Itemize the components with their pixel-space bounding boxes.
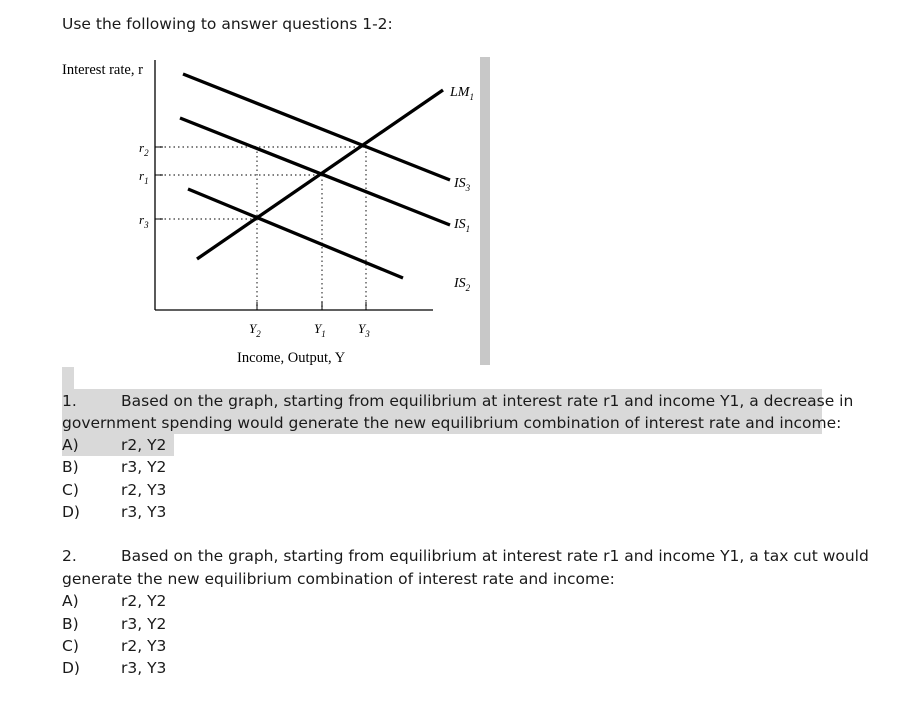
q1-option-c (0, 479, 300, 501)
y2-label: $Y_2$ (249, 321, 261, 339)
q2-option-c (0, 635, 300, 657)
r2-label: $r_2$ (139, 140, 149, 158)
q1-option-a (0, 434, 300, 456)
q2-option-b (0, 613, 300, 635)
r1-label: $r_1$ (139, 168, 149, 186)
is2-label: $IS_2$ (454, 276, 471, 293)
q1-option-b (0, 456, 300, 478)
is2-curve (188, 189, 403, 278)
option-value: r2, Y3 (121, 637, 167, 655)
question-1-line1: Based on the graph, starting from equilibrium at interest rate r1 and income Y1, a decrease in (121, 392, 854, 410)
option-value: r2, Y2 (121, 592, 167, 610)
intro-text: Use the following to answer questions 1-2: (62, 15, 393, 33)
is3-curve (183, 74, 450, 180)
q2-option-a (0, 590, 300, 612)
is-lm-graph (55, 55, 495, 370)
x-axis-label: Income, Output, Y (237, 350, 346, 366)
question-1-number: 1. (62, 392, 77, 410)
lm1-label: $LM_1$ (450, 85, 474, 102)
question-2-number: 2. (62, 547, 77, 565)
option-letter: C) (62, 481, 79, 499)
option-value: r3, Y3 (121, 503, 167, 521)
option-letter: D) (62, 659, 80, 677)
y-axis-label: Interest rate, r (62, 62, 143, 78)
y3-label: $Y_3$ (358, 321, 370, 339)
question-1-line2: government spending would generate the new equilibrium combination of interest rate and income: (62, 414, 842, 432)
is3-label: $IS_3$ (454, 176, 471, 193)
question-2-line1: Based on the graph, starting from equilibrium at interest rate r1 and income Y1, a tax cut would (121, 547, 869, 565)
graph-svg (55, 55, 495, 370)
option-value: r2, Y2 (121, 436, 167, 454)
lm1-curve (197, 90, 443, 259)
selection-bar (480, 57, 490, 365)
option-value: r2, Y3 (121, 481, 167, 499)
selection-marker (62, 367, 74, 390)
q1-option-d (0, 501, 300, 523)
option-letter: B) (62, 458, 79, 476)
option-letter: D) (62, 503, 80, 521)
option-letter: A) (62, 592, 79, 610)
question-2-line2: generate the new equilibrium combination of interest rate and income: (62, 570, 615, 588)
option-letter: A) (62, 436, 79, 454)
q2-option-d (0, 657, 300, 679)
option-value: r3, Y2 (121, 458, 167, 476)
option-letter: B) (62, 615, 79, 633)
option-value: r3, Y3 (121, 659, 167, 677)
is1-label: $IS_1$ (454, 217, 471, 234)
y1-label: $Y_1$ (314, 321, 326, 339)
option-value: r3, Y2 (121, 615, 167, 633)
option-letter: C) (62, 637, 79, 655)
is1-curve (180, 118, 450, 225)
r3-label: $r_3$ (139, 212, 149, 230)
